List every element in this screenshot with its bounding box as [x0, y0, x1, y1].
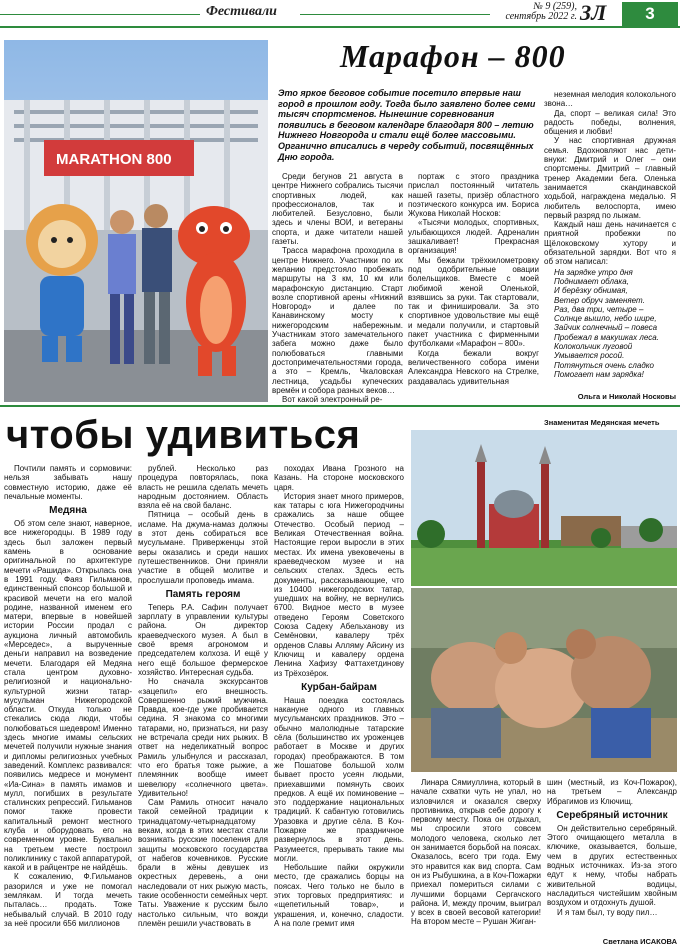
paragraph: История знает много примеров, как татары с юга Нижегородчины сражались за наше общее Отечество. Особый период – Великая Отечественная война. Настоящие герои выросли в этих местах. Их имена увековечены в краеведческом музее и на сельских стелах. Здесь есть документы, рассказывающие, что из 10400 нижегородских татар, ушедших на войну, не вернулись 6700. Видное место в музее отведено Героям Советского Союза Садеку Абельханову из Семёновки, кавалеру трёх орденов Славы Алляму Айсину из Ключищ и кавалеру ордена Ленина Хафизу Фаттахетдинову из Трёхозёрок. [274, 491, 404, 678]
article-separator [0, 405, 680, 407]
paragraph: Вот какой электронный ре- [282, 395, 383, 405]
paragraph: Мы бежали трёхкилометровку под одобрительные овации болельщиков. Вместе с моей любимой женой Оленькой, взявшись за руки. Так стартовали, так и финишировали. За это спортивное удовольствие мы ещё и медали получили, и стартовый пакет участника с фирменными футболками «Марафон – 800». [408, 255, 539, 349]
poem-line: Поднимает облака, [554, 276, 629, 286]
paragraph: походах Ивана Грозного на Казань. На стороне московского царя. [274, 464, 404, 492]
wrestling-photo-illustration [411, 588, 677, 772]
paragraph: И я там был, ту воду пил… [557, 907, 658, 917]
poem-line: Потянуться очень сладко [554, 360, 654, 370]
mosque-photo [411, 430, 677, 586]
banner-text: MARATHON 800 [56, 151, 172, 168]
paragraph: Линара Сямиуллина, который в начале схватки чуть не упал, но изловчился и оказался сверху противника, открыв себе дорогу к первому месту. Пока он отдыхал, мы спросили этого совсем молодого человека, сколько лет он занимается борьбой на поясах. Оказалось, всего три года. Ему это нравится как вид спорта. Сам он из Рыбушкина, а в Коч-Пожарки приехал помериться силами с лучшими борцами Сергачского района. И, между прочим, выиграл у всех в своей весовой категории! На втором месте – Рушан Жиган- [411, 778, 542, 927]
marathon-photo [4, 40, 268, 402]
article2-signature: Светлана ИСАКОВА [602, 937, 677, 946]
newspaper-logo: ЗЛ [580, 0, 607, 25]
poem-line: Раз, два три, четыре – [554, 304, 644, 314]
poem [544, 268, 676, 380]
paragraph: Трасса марафона проходила в центре Нижнего. Участники по их желанию предстояло пробежать маршруты на 3 км, 10 км или марафонскую дистанцию. Старт возле спортивной арены «Нижний Новгород» и далее по Канавинскому мосту к нижегородским набережным. Участникам этого замечательного забега можно даже было полюбоваться главными достопримечательностями города, а это – Кремль, Чкаловская лестница, усадьбы купеческих времён и собора разных веков… [272, 246, 403, 395]
poem-line: Умывается росой. [554, 351, 625, 361]
poem-line: Пробежал в макушках леса. [554, 332, 659, 342]
mosque-photo-illustration [411, 430, 677, 586]
poem-line: Помогает нам зарядка! [554, 369, 644, 379]
paragraph: Почтили память и сормовичи: нельзя забывать нашу совместную историю, даже её печальные моменты. [4, 464, 132, 501]
paragraph: У нас спортивная дружная семья. Вдохновляют нас дети-внуки: Дмитрий и Олег – они спортсмены. Дмитрий – главный тренер Академии бега. Оленька занимается скандинавской ходьбой, награждена медалью. Я любитель велоспорта, имею первый разряд по лыжам. [544, 136, 676, 220]
paragraph: «Тысячи молодых, спортивных, улыбающихся людей. Адреналин зашкаливает! Прекрасная организация! [408, 218, 539, 256]
paragraph: К сожалению, Ф.Гильманов разорился и уже не помогал землякам. И тогда мечеть пыталась… продать. Тоже небывалый случай. В 2010 году за неё просили 656 миллионов [4, 872, 132, 928]
page-number: 3 [622, 2, 678, 26]
article1-column-1 [272, 172, 403, 404]
subheading-silver-spring: Серебряный источник [556, 809, 668, 821]
article2-column-2 [138, 464, 268, 928]
poem-line: Солнце вышло, небо шире, [554, 314, 657, 324]
header-rule-left [0, 14, 200, 15]
marathon-photo-illustration [4, 40, 268, 402]
article-title: Марафон – 800 [340, 38, 566, 74]
issue-date: сентябрь 2022 г. [505, 11, 577, 22]
paragraph: шин (местный, из Коч-Пожарок), на третьем – Александр Ибрагимов из Ключищ. [547, 778, 677, 806]
article-lead: Это яркое беговое событие посетило впервые наш город в прошлом году. Тогда было заявлено более семи тысяч спортсменов. Нынешние соревнования появились в беговом календаре благодаря 800 – летию Нижнего Новгорода и стали ещё более массовыми. Органично вписались в череду событий, посвящённых Дню города. [278, 88, 536, 162]
paragraph: Небольшие пайки окружили место, где сражались борцы на поясах. Чего только не было в этих торговых предприятиях: и «щепетильный товар», и украшения, и, конечно, сладости. А на поле гремит имя [274, 863, 404, 928]
wrestling-photo [411, 588, 677, 772]
poem-line: Ветер обруч заменяет. [554, 295, 645, 305]
article2-column-3 [274, 464, 404, 928]
article1-column-3 [544, 90, 676, 379]
poem-line: Колокольчик луговой [554, 342, 633, 352]
poem-line: На зарядке утро дня [554, 267, 633, 277]
paragraph: Пятница – особый день в исламе. На джума-намаз должны в этот день собираться все мусульмане. Приверженцы этой веры оказались и среди наших путешественников. Они приняли участие в общей молитве и прослушали проповедь имама. [138, 510, 268, 585]
article2-column-4 [411, 778, 541, 927]
header-rule-right [300, 14, 490, 15]
poem-line: И берёзку обнимая, [554, 286, 628, 296]
subheading-heroes: Память героям [165, 588, 241, 600]
paragraph: Каждый наш день начинается с приятной пробежки по Щёлоковскому хутору и обязательной зарядки. Вот что я об этом написал: [544, 220, 676, 267]
issue-number: № 9 (259), [533, 1, 577, 12]
article2-title: чтобы удивиться [6, 413, 361, 457]
paragraph: портаж с этого праздника прислал постоянный читатель нашей газеты, призёр областного поэтического конкурса им. Бориса Жукова Николай Носков: [408, 172, 539, 219]
paragraph: рублей. Несколько раз процедура повторялась, пока власть не решила сделать мечеть народным достоянием. Область взяла её на свой баланс. [138, 464, 268, 511]
paragraph: Среди бегунов 21 августа в центре Нижнего собрались тысячи спортивных людей, как профессионалов, так и любителей. Безусловно, были здесь и члены ВОИ, и ветераны спорта, и даже читатели нашей газеты. [272, 172, 403, 247]
article2-column-1 [4, 464, 132, 928]
section-title: Фестивали [206, 4, 277, 19]
article2-column-5 [547, 778, 677, 917]
article1-signature: Ольга и Николай Носковы [577, 392, 676, 401]
paragraph: Сам Рамиль относит начало такой семейной традиции к тринадцатому-четырнадцатому векам, когда в этих местах стали возникать русские поселения для защиты московского государства от набегов кочевников. Русские брали в жёны девушек из окрестных деревень, а они наследовали от них рыжую масть, такие особенности семейных черт. Таты. Уважение к русским было настолько сильным, что вожди племён решили участвовать в [138, 798, 268, 928]
photo-caption-mosque: Знаменитая Медянская мечеть [544, 418, 660, 427]
paragraph: Теперь Р.А. Сафин получает зарплату в управлении культуры района. Он директор краеведческого музея. А был в своё время агрономом и председателем колхоза. И ещё у него ещё большое фермерское хозяйство. Интересная судьба. [138, 602, 268, 677]
subheading-medyana: Медяна [49, 505, 87, 517]
paragraph: Когда бежали вокруг величественного собора имени Александра Невского на Стрелке, раздавалась удивительная [408, 348, 539, 386]
paragraph: Но сначала экскурсантов «зацепил» его внешность. Совершенно рыжий мужчина. Правда, кое-где уже пробивается седина. Я знакома со многими татарами, но, признаться, ни разу не встречала среди них рыжих. В ответ на неделикатный вопрос Рамиль улыбнулся и рассказал, что его братья тоже рыжие, а племянник вообще имеет шевелюру «солнечного цвета». Удивительно! [138, 677, 268, 798]
poem-line: Зайчик солнечный – повеса [554, 323, 658, 333]
paragraph: Об этом селе знают, наверное, все нижегородцы. В 1989 году здесь был заложен первый камень в основание оригинальной по архитектуре мечети «Рашида». Открылась она в 1991 году. Фаяз Гильманов, единственный спонсор большой и красивой мечети на его малой родине, названной именем его матери, впервые в новейшей истории России продал с аукциона личный автомобиль «Мерседес», а вырученные деньги направил на возведение мечети. Благодаря ей Медяна стала центром духовно-религиозной и национально-культурной жизни татар-мусульман Нижегородской области. Откуда только не стекались сюда люди, чтобы полюбоваться шедевром! Именно здесь многие имамы сельских мечетей получили нужные знания и дипломы религиозных учебных заведений. Комплекс развивался: появились медресе и монумент «Иа-Сина» в память имамов и мулл, погибших в результате сталинских репрессий. Гильманов помог также провести капитальный ремонт местного клуба и оборудовать его на современном уровне. Буквально на третьем месте построил поликлинику с такой аппаратурой, какой и в райцентре не найдёшь. [4, 519, 132, 873]
paragraph: неземная мелодия колокольного звона… [544, 90, 676, 109]
issue-info [495, 2, 577, 22]
paragraph: Да, спорт – великая сила! Это радость победы, волнения, общения и любви! [544, 108, 676, 137]
paragraph: Наша поездка состоялась накануне одного из главных мусульманских праздников. Это – обычно малолюдные татарские сёла (большинство их уроженцев работает в Москве и других городах) преображаются. В том же Пошатове большой холм бывает просто усеян людьми, приехавшими помянуть своих предков. А ещё их поминовение – это поддержание национальных традиций. К сабантую готовились Уразовка и другие сёла. В Коч-Пожарке же праздничное развернулось в этот день. Разумеется, прерывать такие мы могли. [274, 695, 404, 863]
subheading-kurban-bayram: Курбан-байрам [301, 681, 377, 693]
paragraph: Он действительно серебряный. Этого очищающего металла в ключике, оказывается, больше, чем в других естественных водных источниках. Из-за этого едут к нему, чтобы набрать живительной водицы, насладиться чистейшим хвойным воздухом и отдохнуть душой. [547, 823, 677, 908]
article1-column-2 [408, 172, 539, 386]
